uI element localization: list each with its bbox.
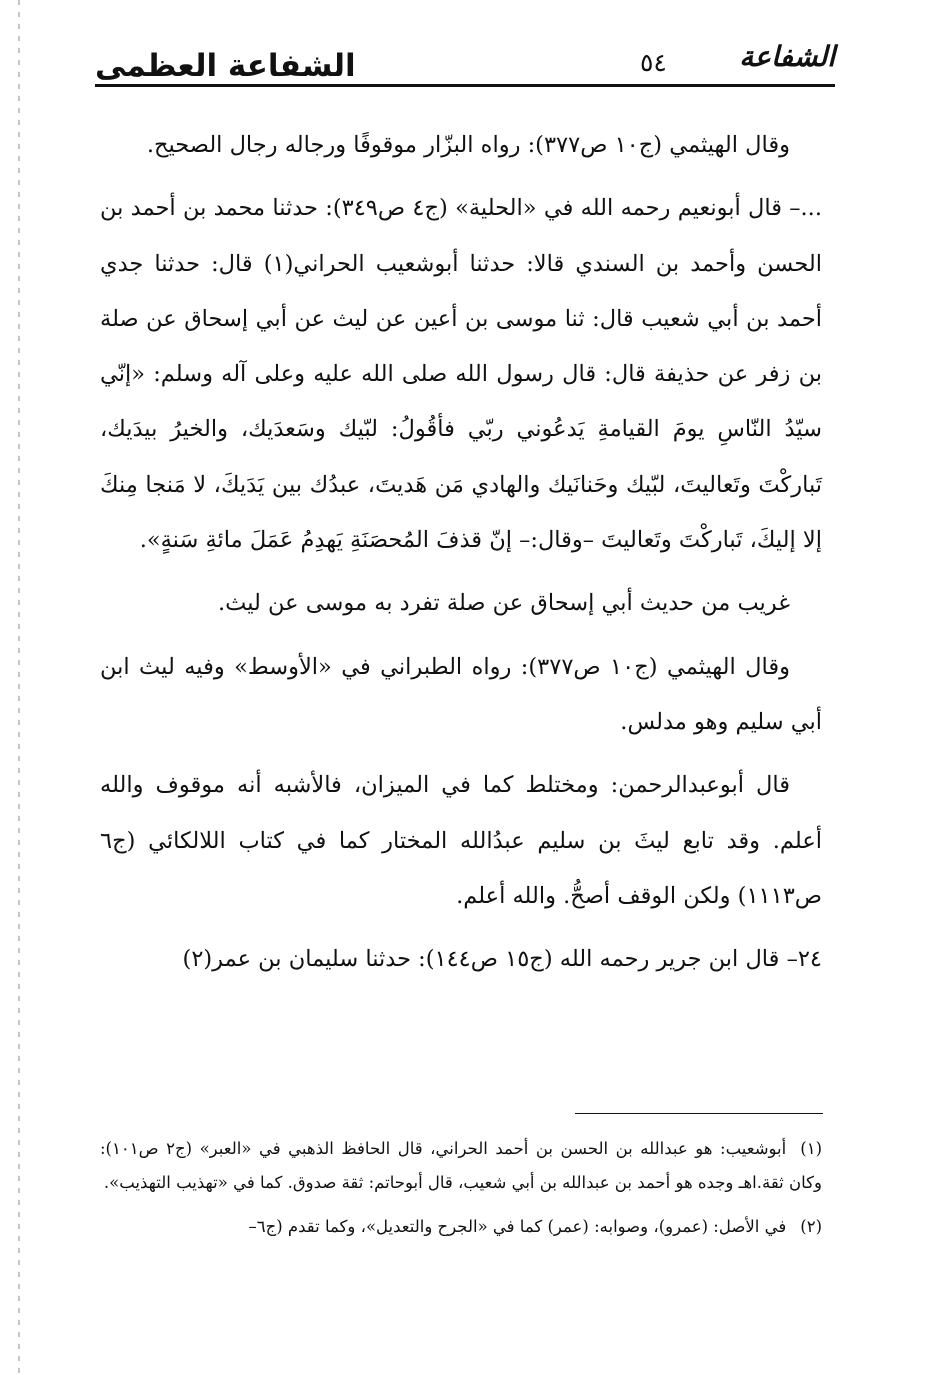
footnote-text: أبوشعيب: هو عبدالله بن الحسن بن أحمد الحراني، قال الحافظ الذهبي في «العبر» (ج٢ ص١٠١): وكان ثقة.اهـ وجده هو أحمد بن عبدالله بن أبي شعيب، قال أبوحاتم: ثقة صدوق. كما في «تهذيب التهذيب».: [100, 1139, 822, 1192]
footnote: [100, 1132, 822, 1200]
paragraph: وقال الهيثمي (ج١٠ ص٣٧٧): رواه البزّار موقوفًا ورجاله رجال الصحيح.: [146, 132, 790, 158]
paragraph: وقال الهيثمي (ج١٠ ص٣٧٧): رواه الطبراني في «الأوسط» وفيه ليث ابن أبي سليم وهو مدلس.: [100, 653, 822, 735]
paragraph: غريب من حديث أبي إسحاق عن صلة تفرد به موسى عن ليث.: [218, 590, 790, 617]
running-title: الشفاعة العظمى: [95, 48, 356, 84]
footnote: [100, 1210, 822, 1244]
paragraph: ٢٤– قال ابن جرير رحمه الله (ج١٥ ص١٤٤): حدثنا سليمان بن عمر(٢): [182, 946, 822, 973]
page-header: [95, 40, 835, 110]
body-text: [100, 118, 822, 995]
paragraph: ...– قال أبونعيم رحمه الله في «الحلية» (ج٤ ص٣٤٩): حدثنا محمد بن أحمد بن الحسن وأحمد بن السندي قالا: حدثنا أبوشعيب الحراني(١) قال: حدثنا جدي أحمد بن أبي شعيب قال: ثنا موسى بن أعين عن ليث عن أبي إسحاق عن صلة بن زفر عن حذيفة قال: قال رسول الله صلى الله عليه وعلى آله وسلم: «إنّي سيّدُ النّاسِ يومَ القيامةِ يَدعُوني ربّي فأقُولُ: لبّيك وسَعدَيك، والخيرُ بيدَيك، تَباركْتَ وتَعاليتَ، لبّيك وحَنانَيك والهادي مَن هَديتَ، عبدُك بين يَدَيكَ، لا مَنجا مِنكَ إلا إليكَ، تَباركْتَ وتَعاليتَ –وقال:– إنّ قذفَ المُحصَنَةِ يَهدِمُ عَمَلَ مائةِ سَنةٍ».: [100, 195, 822, 554]
header-logo: الشفاعة: [739, 40, 835, 73]
scan-edge-artifact: [18, 0, 20, 1375]
footnote-rule: [575, 1113, 823, 1114]
paragraph: قال أبوعبدالرحمن: ومختلط كما في الميزان، فالأشبه أنه موقوف والله أعلم. وقد تابع ليثَ بن سليم عبدُالله المختار كما في كتاب اللالكائي (ج٦ ص١١١٣) ولكن الوقف أصحُّ. والله أعلم.: [100, 772, 822, 909]
header-rule: [95, 84, 835, 87]
footnotes: [100, 1132, 822, 1254]
footnote-marker: (٢): [800, 1217, 822, 1236]
footnote-text: في الأصل: (عمرو)، وصوابه: (عمر) كما في «الجرح والتعديل»، وكما تقدم (ج٦–: [248, 1217, 787, 1236]
page-number: ٥٤: [640, 48, 667, 77]
footnote-marker: (١): [800, 1139, 822, 1158]
